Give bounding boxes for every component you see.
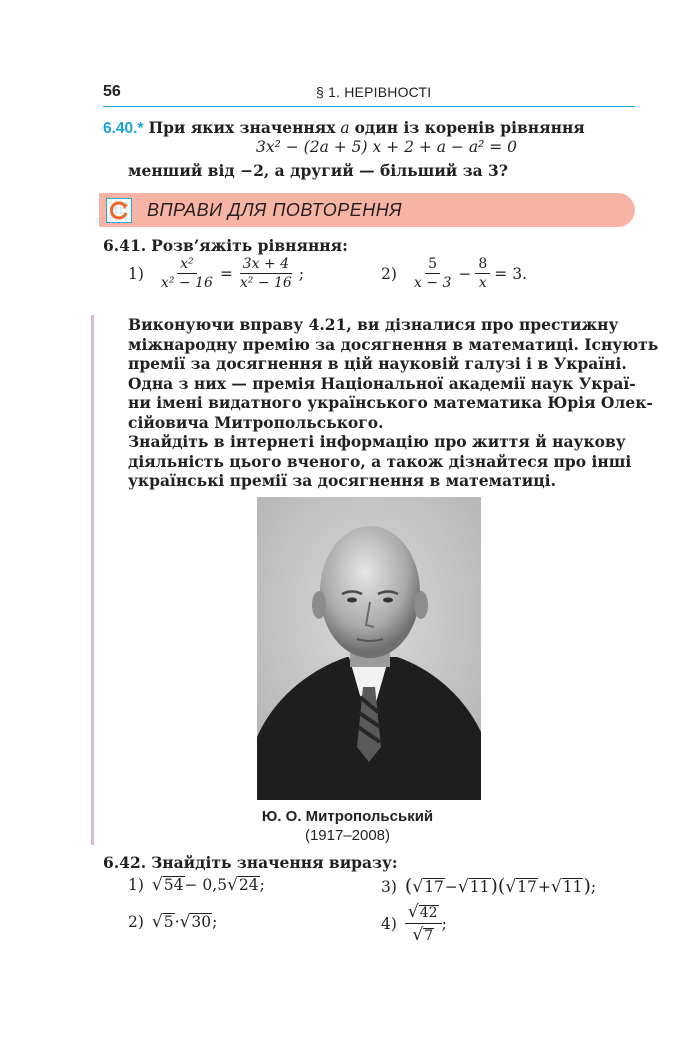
fraction: $\frac{\text{x²}}{\text{x² − 16}}$ xyxy=(160,256,213,291)
equation-641-2: 2) $\frac{5}{x - 3}$ − $\frac{8}{x}$ = 3. xyxy=(381,256,527,291)
problem-number: 6.41. xyxy=(103,236,147,255)
page-number: 56 xyxy=(103,83,121,100)
info-text xyxy=(128,315,658,491)
photo-caption-years: (1917–2008) xyxy=(304,827,391,844)
expression-4: 4) $\frac{√42}{√7}$ ; xyxy=(381,902,447,945)
item-label: 2) xyxy=(381,264,397,283)
problem-641-heading xyxy=(103,236,348,255)
side-bar xyxy=(91,315,94,845)
problem-642-heading xyxy=(103,853,398,872)
info-line: українські премії за досягнення в математиці. xyxy=(128,471,556,490)
variable-a: a xyxy=(340,119,350,137)
info-line: Знайдіть в інтернеті інформацію про життя й наукову xyxy=(128,432,626,451)
info-line: міжнародну премію за досягнення в математиці. Існують xyxy=(128,334,659,354)
running-title: § 1. НЕРІВНОСТІ xyxy=(316,84,432,100)
equation-640: 3x² − (2a + 5) x + 2 + a − a² = 0 xyxy=(256,138,518,156)
problem-text: При яких значеннях xyxy=(148,118,336,137)
photo-caption-name: Ю. О. Митропольський xyxy=(261,808,434,825)
expression-3: 3) (√17−√11)(√17+√11); xyxy=(381,875,597,897)
banner-title: ВПРАВИ ДЛЯ ПОВТОРЕННЯ xyxy=(147,200,403,220)
info-line: Одна з них — премія Національної академії наук Украї- xyxy=(128,373,636,393)
problem-number: 6.42. xyxy=(103,853,147,872)
fraction: $\frac{5}{x - 3}$ xyxy=(413,256,452,291)
fraction: $\frac{√42}{√7}$ xyxy=(405,902,442,945)
problem-640-line3: менший від −2, а другий — більший за 3? xyxy=(128,161,508,180)
portrait-photo xyxy=(257,497,481,800)
problem-text: один із коренів рівняння xyxy=(354,118,585,137)
problem-640-line1 xyxy=(103,118,585,138)
expression-2: 2) √5·√30; xyxy=(128,912,218,932)
review-icon xyxy=(106,198,132,223)
header-rule xyxy=(103,106,635,107)
problem-text: Розв’яжіть рівняння: xyxy=(151,236,348,255)
problem-text: Знайдіть значення виразу: xyxy=(151,853,398,872)
problem-number: 6.40.* xyxy=(103,120,144,137)
info-line: сійовича Митропольського. xyxy=(128,412,384,432)
info-line: діяльність цього вченого, а також дізнайтеся про інші xyxy=(128,451,632,471)
info-line: ни імені видатного українського математика Юрія Олек- xyxy=(128,393,653,412)
info-line: Виконуючи вправу 4.21, ви дізналися про престижну xyxy=(128,315,619,334)
item-label: 1) xyxy=(128,264,144,283)
equation-641-1: 1) $\frac{\text{x²}}{\text{x² − 16}}$ = $\frac{3x + 4}{\text{x² − 16}}$ ; xyxy=(128,256,305,291)
info-line: премії за досягнення в цій науковій галузі і в Україні. xyxy=(128,354,627,373)
expression-1: 1) √54− 0,5√24; xyxy=(128,875,265,895)
fraction: $\frac{3x + 4}{\text{x² − 16}}$ xyxy=(239,256,292,291)
fraction: $\frac{8}{x}$ xyxy=(475,256,490,291)
